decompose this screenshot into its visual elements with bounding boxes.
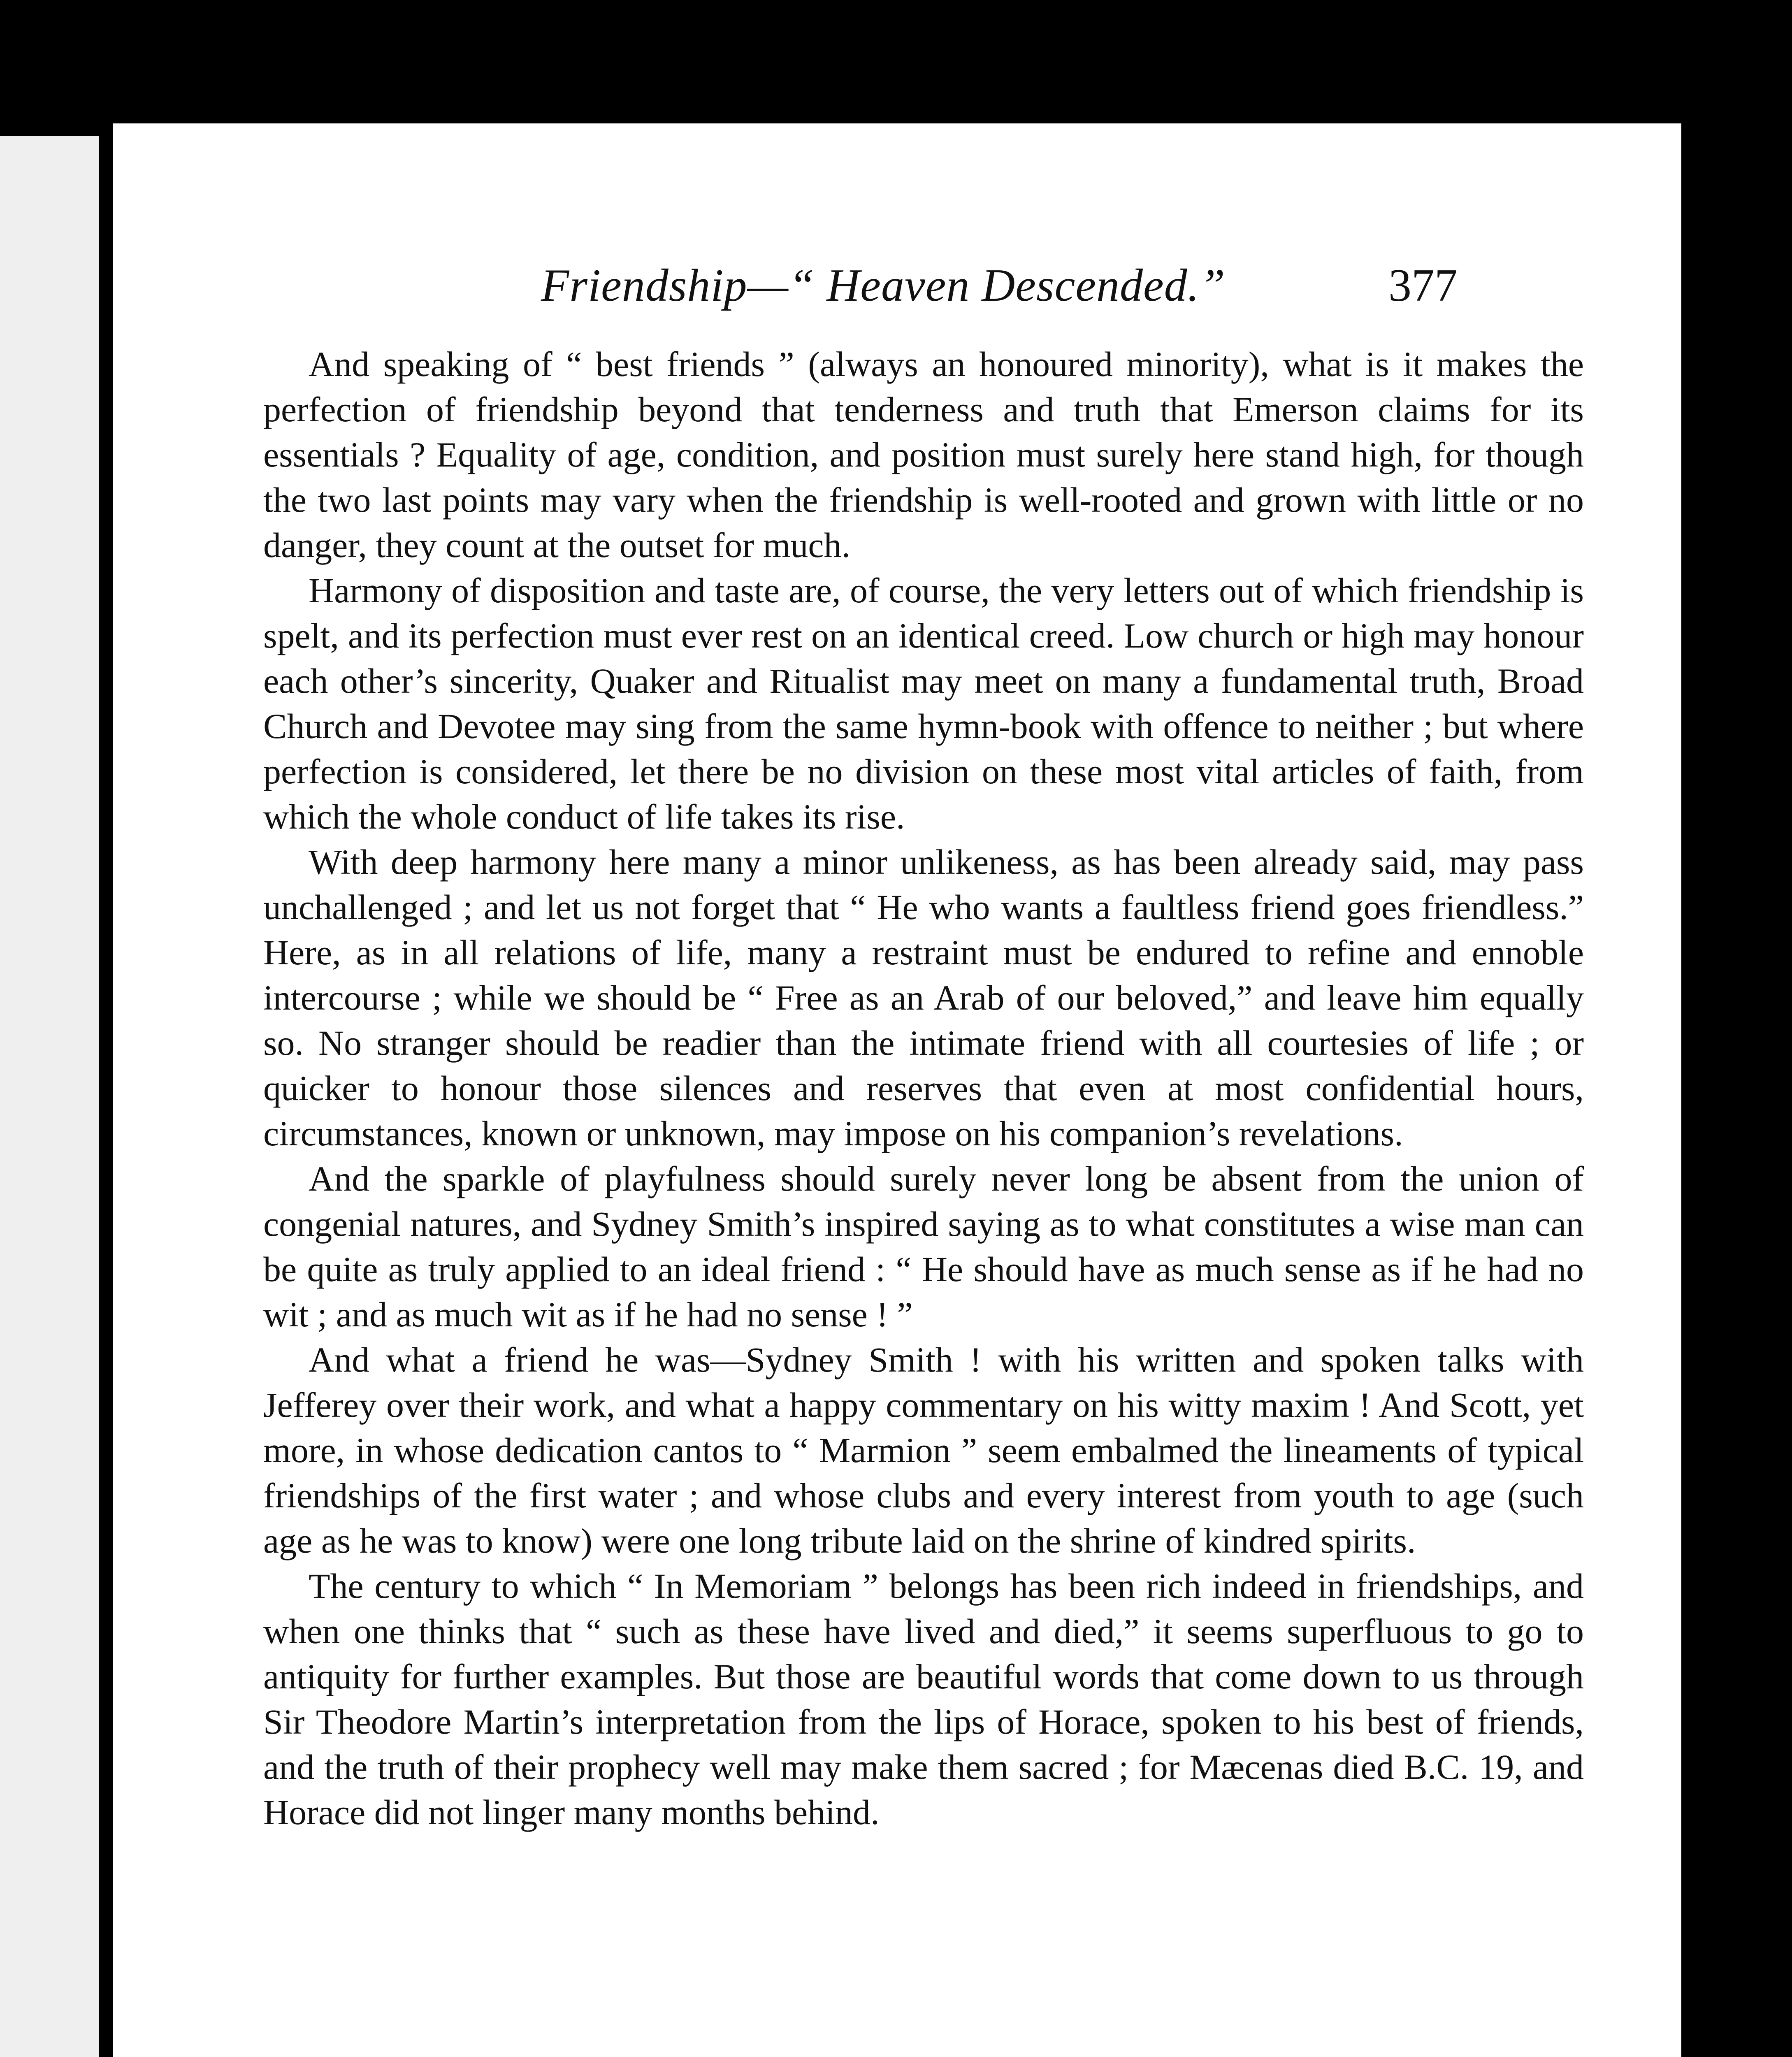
book-page	[113, 123, 1681, 2057]
body-text	[263, 341, 1584, 1835]
facing-page-edge	[0, 136, 99, 2057]
paragraph: The century to which “ In Memoriam ” belongs has been rich indeed in friendships, and when one thinks that “ such as these have lived and died,” it seems superfluous to go to antiquity for further examples. But those are beautiful words that come down to us through Sir Theodore Martin’s interpretation from the lips of Horace, spoken to his best of friends, and the truth of their prophecy well may make them sacred ; for Mæcenas died B.C. 19, and Horace did not linger many months behind.	[263, 1566, 1584, 1832]
paragraph: And what a friend he was—Sydney Smith ! with his written and spoken talks with Jefferey over their work, and what a happy commentary on his witty maxim ! And Scott, yet more, in whose dedication cantos to “ Marmion ” seem embalmed the lineaments of typical friendships of the first water ; and whose clubs and every interest from youth to age (such age as he was to know) were one long tribute laid on the shrine of kindred spirits.	[263, 1340, 1584, 1560]
paragraph: And speaking of “ best friends ” (always an honoured minority), what is it makes the perfection of friendship beyond that tenderness and truth that Emerson claims for its essentials ? Equality of age, condition, and position must surely here stand high, for though the two last points may vary when the friendship is well-rooted and grown with little or no danger, they count at the outset for much.	[263, 344, 1584, 565]
paragraph: With deep harmony here many a minor unlikeness, as has been already said, may pass unchallenged ; and let us not forget that “ He who wants a faultless friend goes friendless.” Here, as in all relations of life, many a restraint must be endured to refine and ennoble intercourse ; while we should be “ Free as an Arab of our beloved,” and leave him equally so. No stranger should be readier than the intimate friend with all courtesies of life ; or quicker to honour those silences and reserves that even at most confidential hours, circumstances, known or unknown, may impose on his companion’s revelations.	[263, 842, 1584, 1153]
running-title: Friendship—“ Heaven Descended.”	[541, 260, 1226, 311]
page-number: 377	[1388, 260, 1458, 311]
running-head	[113, 259, 1681, 321]
paragraph: Harmony of disposition and taste are, of course, the very letters out of which friendship is spelt, and its perfection must ever rest on an identical creed. Low church or high may honour each other’s sincerity, Quaker and Ritualist may meet on many a fundamental truth, Broad Church and Devotee may sing from the same hymn-book with offence to neither ; but where perfection is considered, let there be no division on these most vital articles of faith, from which the whole conduct of life takes its rise.	[263, 571, 1584, 836]
paragraph: And the sparkle of playfulness should surely never long be absent from the union of congenial natures, and Sydney Smith’s inspired saying as to what constitutes a wise man can be quite as truly applied to an ideal friend : “ He should have as much sense as if he had no wit ; and as much wit as if he had no sense ! ”	[263, 1159, 1584, 1334]
